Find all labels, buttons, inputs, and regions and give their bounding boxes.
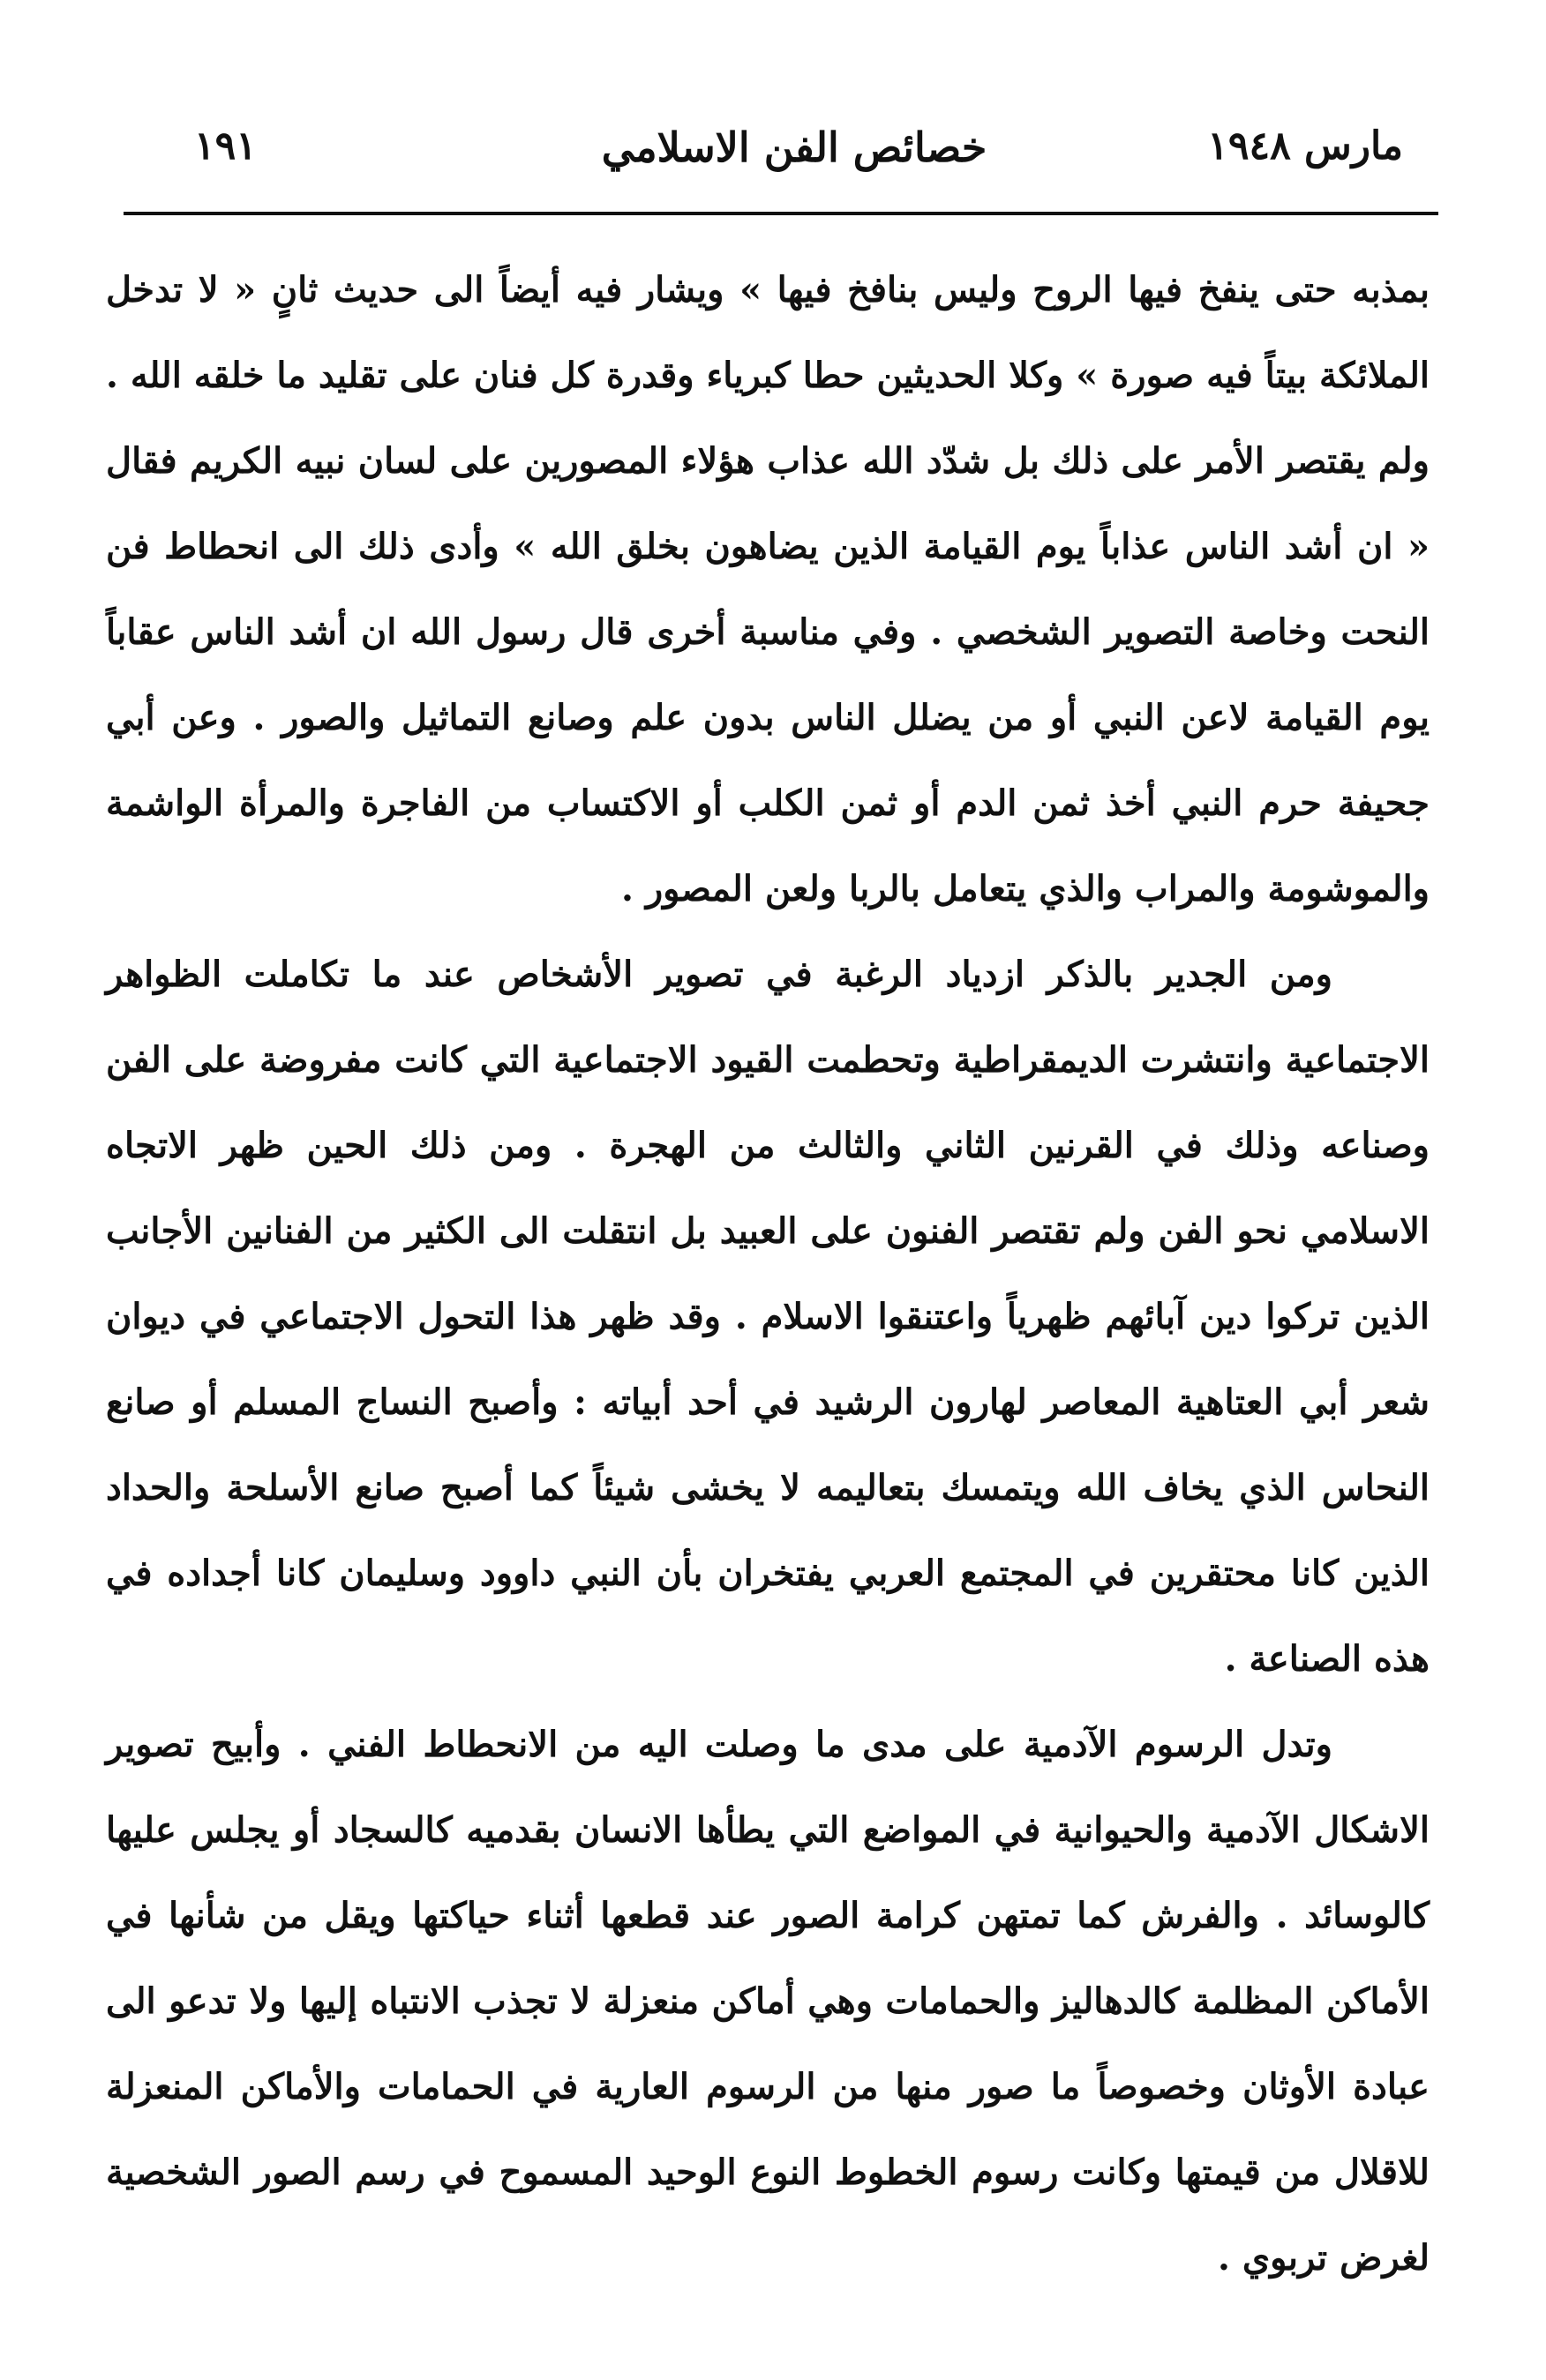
page-header bbox=[176, 115, 1412, 185]
paragraph-1: بمذبه حتى ينفخ فيها الروح وليس بنافخ فيها » ويشار فيه أيضاً الى حديث ثانٍ « لا تدخل الملائكة بيتاً فيه صورة » وكلا الحديثين حطا كبرياء وقدرة كل فنان على تقليد ما خلقه الله . ولم يقتصر الأمر على ذلك بل شدّد الله عذاب هؤلاء المصورين على لسان نبيه الكريم فقال « ان أشد الناس عذاباً يوم القيامة الذين يضاهون بخلق الله » وأدى ذلك الى انحطاط فن النحت وخاصة التصوير الشخصي . وفي مناسبة أخرى قال رسول الله ان أشد الناس عقاباً يوم القيامة لاعن النبي أو من يضلل الناس بدون علم وصانع التماثيل والصور . وعن أبي جحيفة حرم النبي أخذ ثمن الدم أو ثمن الكلب أو الاكتساب من الفاجرة والمرأة الواشمة والموشومة والمراب والذي يتعامل بالربا ولعن المصور . bbox=[106, 269, 1430, 909]
paragraph-3: وتدل الرسوم الآدمية على مدى ما وصلت اليه من الانحطاط الفني . وأبيح تصوير الاشكال الآدمية والحيوانية في المواضع التي يطأها الانسان بقدميه كالسجاد أو يجلس عليها كالوسائد . والفرش كما تمتهن كرامة الصور عند قطعها أثناء حياكتها ويقل من شأنها في الأماكن المظلمة كالدهاليز والحمامات وهي أماكن منعزلة لا تجذب الانتباه إليها ولا تدعو الى عبادة الأوثان وخصوصاً ما صور منها من الرسوم العارية في الحمامات والأماكن المنعزلة للاقلال من قيمتها وكانت رسوم الخطوط النوع الوحيد المسموح في رسم الصور الشخصية لغرض تربوي . bbox=[106, 1724, 1430, 2279]
page-number: ١٩١ bbox=[194, 123, 257, 168]
running-title: خصائص الفن الاسلامي bbox=[601, 123, 987, 171]
paragraph-2: ومن الجدير بالذكر ازدياد الرغبة في تصوير الأشخاص عند ما تكاملت الظواهر الاجتماعية وانتشرت الديمقراطية وتحطمت القيود الاجتماعية التي كانت مفروضة على الفن وصناعه وذلك في القرنين الثاني والثالث من الهجرة . ومن ذلك الحين ظهر الاتجاه الاسلامي نحو الفن ولم تقتصر الفنون على العبيد بل انتقلت الى الكثير من الفنانين الأجانب الذين تركوا دين آبائهم ظهرياً واعتنقوا الاسلام . وقد ظهر هذا التحول الاجتماعي في ديوان شعر أبي العتاهية المعاصر لهارون الرشيد في أحد أبياته : وأصبح النساج المسلم أو صانع النحاس الذي يخاف الله ويتمسك بتعاليمه لا يخشى شيئاً كما أصبح صانع الأسلحة والحداد الذين كانا محتقرين في المجتمع العربي يفتخران بأن النبي داوود وسليمان كانا أجداده في هذه الصناعة . bbox=[106, 954, 1430, 1680]
header-divider bbox=[124, 212, 1438, 215]
issue-date: مارس ١٩٤٨ bbox=[1207, 123, 1403, 168]
article-body bbox=[106, 247, 1430, 2301]
